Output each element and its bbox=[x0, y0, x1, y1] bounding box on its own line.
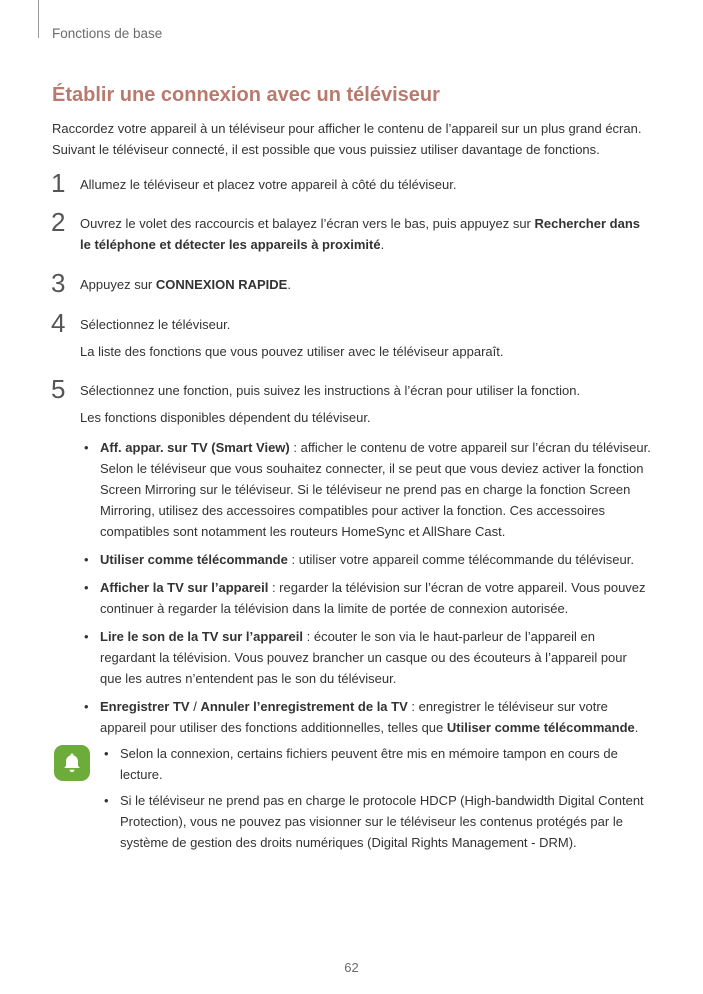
step-text-part: . bbox=[287, 277, 291, 292]
list-item bbox=[80, 437, 652, 542]
page-number: 62 bbox=[344, 960, 359, 975]
bullet-glyph: • bbox=[84, 629, 89, 644]
step-number: 1 bbox=[51, 168, 66, 198]
section-header: Fonctions de base bbox=[52, 26, 163, 41]
step-text-part: Ouvrez le volet des raccourcis et balayez l’écran vers le bas, puis appuyez sur bbox=[80, 216, 535, 231]
note-item bbox=[100, 743, 652, 785]
step-text-part: Appuyez sur bbox=[80, 277, 156, 292]
bullet-glyph: • bbox=[84, 699, 89, 714]
bullet-glyph: • bbox=[104, 746, 109, 761]
step-number: 2 bbox=[51, 207, 66, 237]
function-name: Enregistrer TV bbox=[100, 699, 190, 714]
step-text: Sélectionnez le téléviseur. bbox=[80, 317, 231, 332]
function-description: : enregistrer le téléviseur sur votre appareil pour utiliser des fonctions additionnelles, telles que bbox=[100, 699, 608, 735]
function-description: : écouter le son via le haut-parleur de l’appareil en regardant la télévision. Vous pouvez brancher un casque ou des écouteurs à l’appareil pour que les autres n’entendent pas le son du téléviseur. bbox=[100, 629, 627, 686]
function-name: Annuler l’enregistrement de la TV bbox=[200, 699, 408, 714]
function-separator: / bbox=[189, 699, 201, 714]
note-text: Selon la connexion, certains fichiers peuvent être mis en mémoire tampon en cours de lecture. bbox=[120, 746, 618, 782]
function-name: Lire le son de la TV sur l’appareil bbox=[100, 629, 304, 644]
bullet-glyph: • bbox=[104, 793, 109, 808]
note-list bbox=[100, 743, 652, 858]
bullet-glyph: • bbox=[84, 580, 89, 595]
step-number: 4 bbox=[51, 308, 66, 338]
bell-icon bbox=[54, 745, 90, 781]
function-name: Afficher la TV sur l’appareil bbox=[100, 580, 269, 595]
intro-paragraph: Raccordez votre appareil à un téléviseur pour afficher le contenu de l’appareil sur un plus grand écran. Suivant le téléviseur connecté, il est possible que vous puissiez utiliser davantage de fonctions. bbox=[52, 121, 642, 157]
function-description: : afficher le contenu de votre appareil sur l’écran du téléviseur. Selon le téléviseur que vous souhaitez connecter, il se peut que vous deviez activer la fonction Screen Mirroring sur le téléviseur. Si le téléviseur ne prend pas en charge la fonction Screen Mirroring, utilisez des accessoires compatibles pour activer la fonction. Ces accessoires compatibles sont notamment les routeurs HomeSync et AllShare Cast. bbox=[100, 440, 651, 539]
step-text bbox=[80, 213, 652, 255]
list-item bbox=[80, 626, 652, 689]
menu-path-rechercher: Rechercher dans le téléphone et détecter les appareils à proximité bbox=[80, 216, 640, 252]
step-4-subtext: La liste des fonctions que vous pouvez utiliser avec le téléviseur apparaît. bbox=[80, 344, 504, 359]
page-title: Établir une connexion avec un téléviseur bbox=[52, 84, 440, 106]
step-text: Sélectionnez une fonction, puis suivez les instructions à l’écran pour utiliser la fonction. bbox=[80, 383, 581, 398]
header-divider bbox=[38, 0, 39, 38]
function-list bbox=[80, 437, 652, 745]
step-text bbox=[80, 274, 652, 295]
step-number: 5 bbox=[51, 374, 66, 404]
note-item bbox=[100, 790, 652, 853]
function-description: . bbox=[634, 720, 639, 735]
step-text: Allumez le téléviseur et placez votre appareil à côté du téléviseur. bbox=[80, 177, 457, 192]
bell-icon-glyph bbox=[62, 752, 82, 774]
function-description: : utiliser votre appareil comme télécommande du téléviseur. bbox=[287, 552, 634, 567]
step-text-part: . bbox=[380, 237, 385, 252]
step-number: 3 bbox=[51, 268, 66, 298]
menu-path-connexion-rapide: CONNEXION RAPIDE bbox=[155, 277, 288, 292]
bullet-glyph: • bbox=[84, 440, 89, 455]
list-item bbox=[80, 549, 652, 570]
note-text: Si le téléviseur ne prend pas en charge le protocole HDCP (High-bandwidth Digital Content Protection), vous ne pouvez pas visionner sur le téléviseur les contenus protégés par le système de gestion des droits numériques (Digital Rights Management - DRM). bbox=[120, 793, 644, 850]
list-item bbox=[80, 696, 652, 738]
function-description: : regarder la télévision sur l’écran de votre appareil. Vous pouvez continuer à regarder la télévision dans la limite de portée de connexion autorisée. bbox=[100, 580, 646, 616]
function-name: Aff. appar. sur TV (Smart View) bbox=[100, 440, 290, 455]
list-item bbox=[80, 577, 652, 619]
step-5-subtext: Les fonctions disponibles dépendent du téléviseur. bbox=[80, 410, 371, 425]
function-name: Utiliser comme télécommande bbox=[446, 720, 635, 735]
function-name: Utiliser comme télécommande bbox=[100, 552, 288, 567]
bullet-glyph: • bbox=[84, 552, 89, 567]
